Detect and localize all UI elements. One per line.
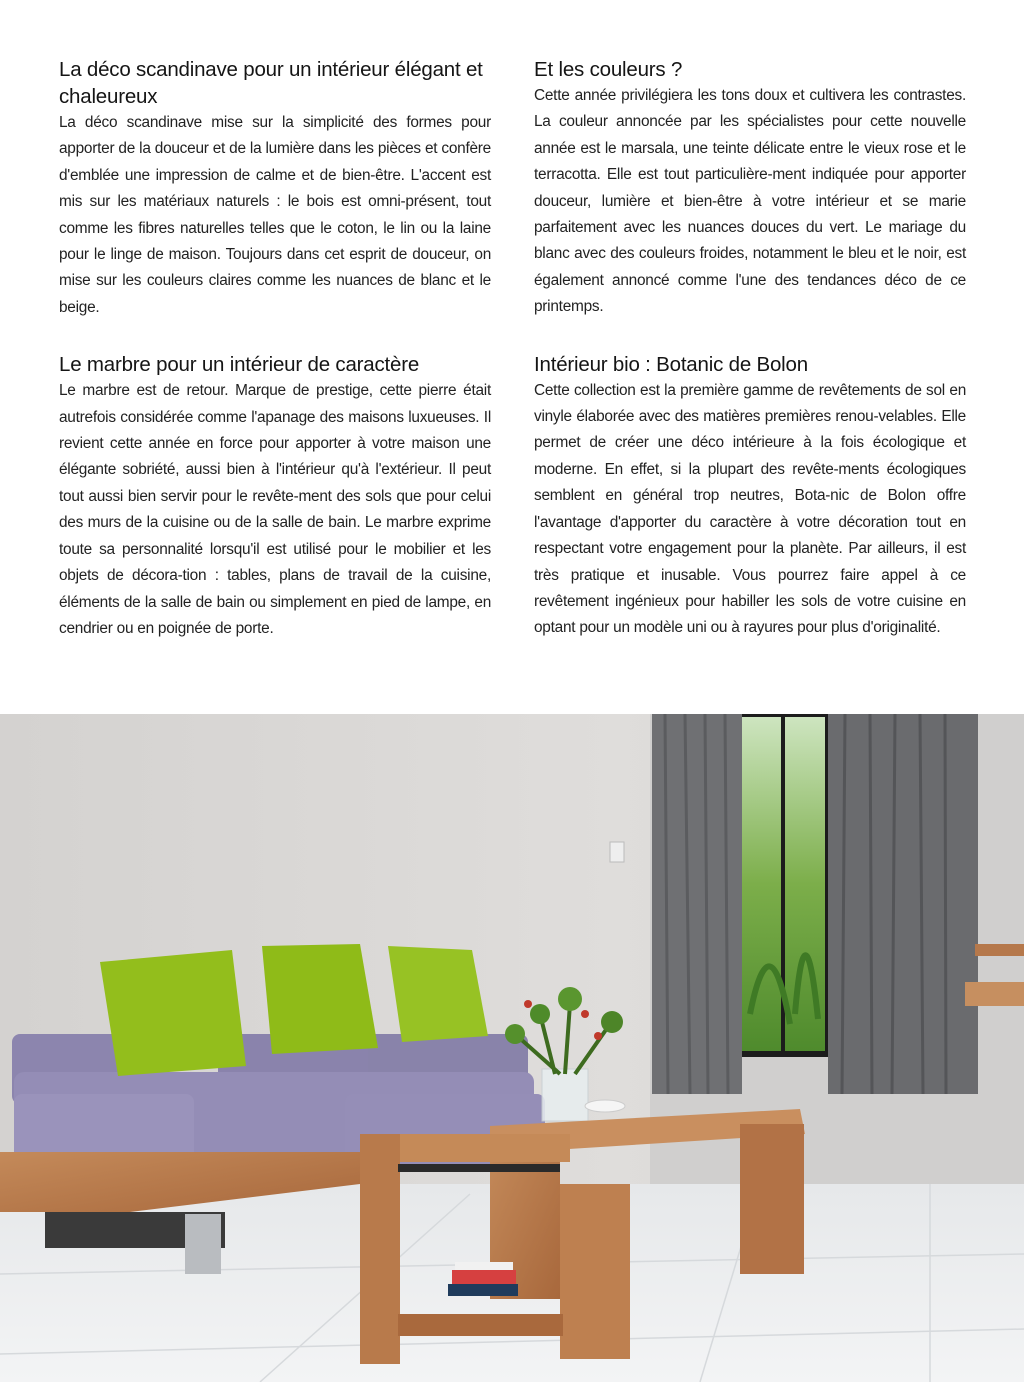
section-heading: Et les couleurs ?	[534, 58, 683, 81]
left-column	[59, 56, 491, 672]
section-body: La déco scandinave mise sur la simplicité des formes pour apporter de la douceur et de la lumière dans les pièces et confère d'emblée une impression de calme et de bien-être. L'accent est mis sur les matériaux naturels : le bois est omni-présent, tout comme les fibres naturelles telles que le coton, le lin ou la laine pour le linge de maison. Toujours dans cet esprit de douceur, on mise sur les couleurs claires comme les nuances de blanc et le beige.	[59, 114, 491, 316]
section-body: Cette année privilégiera les tons doux et cultivera les contrastes. La couleur annoncée par les spécialistes pour cette nouvelle année est le marsala, une teinte délicate entre le vieux rose et le terracotta. Elle est tout particulière-ment indiquée pour apporter douceur, lumière et bien-être à votre intérieur et se marie parfaitement avec les nuances douces du vert. Le mariage du blanc avec des couleurs froides, notamment le bleu et le noir, est également annoncé comme l'une des tendances déco de ce printemps.	[534, 87, 966, 316]
section-marble	[59, 351, 491, 642]
cushion	[388, 946, 488, 1042]
section-heading: La déco scandinave pour un intérieur élégant et chaleureux	[59, 58, 483, 108]
cushion	[100, 950, 246, 1076]
section-body: Le marbre est de retour. Marque de prestige, cette pierre était autrefois considérée comme l'apanage des maisons luxueuses. Il revient cette année en force pour apporter à votre maison une élégante sobriété, aussi bien à l'intérieur qu'à l'extérieur. Il peut tout aussi bien servir pour le revête-ment des sols que pour celui des murs de la cuisine ou de la salle de bain. Le marbre exprime toute sa personnalité lorsqu'il est utilisé pour le mobilier et les objets de décora-tion : tables, plans de travail de la cuisine, éléments de la salle de bain ou simplement en pied de lampe, en cendrier ou en poignée de porte.	[59, 382, 491, 637]
book-stack	[448, 1284, 518, 1296]
section-scandinavian	[59, 56, 491, 321]
section-heading: Intérieur bio : Botanic de Bolon	[534, 352, 808, 376]
section-heading: Le marbre pour un intérieur de caractère	[59, 353, 420, 377]
section-botanic-bolon	[534, 351, 966, 642]
curtain-right	[828, 714, 978, 1094]
light-switch	[610, 842, 624, 862]
cushion	[262, 944, 378, 1054]
living-room-photo	[0, 714, 1024, 1382]
section-colors	[534, 56, 966, 321]
right-column	[534, 56, 966, 672]
section-body: Cette collection est la première gamme de revêtements de sol en vinyle élaborée avec des matières premières renou-velables. Elle permet de créer une déco intérieure à la fois écologique et moderne. En effet, si la plupart des revête-ments écologiques semblent en général trop neutres, Bota-nic de Bolon offre l'avantage d'apporter du caractère à votre décoration tout en respectant votre engagement pour la planète. Par ailleurs, il est très pratique et inusable. Vous pourrez faire appel à ce revêtement ingénieux pour habiller les sols de votre cuisine en optant pour un modèle uni ou à rayures pour plus d'originalité.	[534, 381, 966, 637]
